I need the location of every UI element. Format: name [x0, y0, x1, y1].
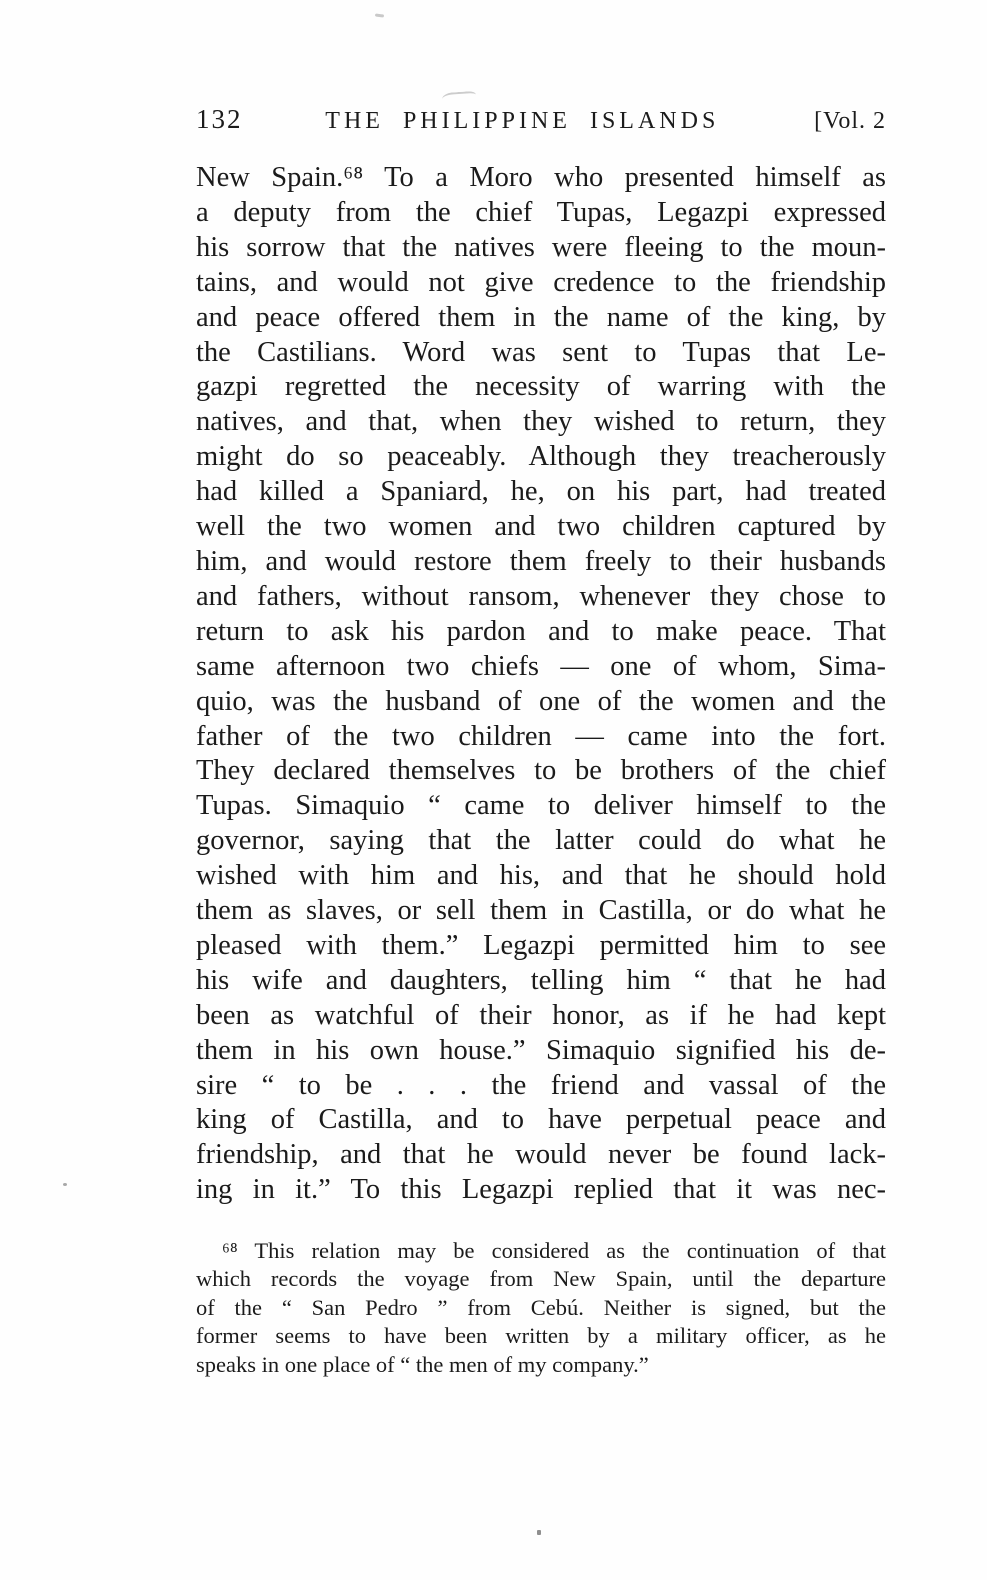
text-line: governor, saying that the latter could do what he — [196, 825, 886, 857]
text-line: ing in it.” To this Legazpi replied that it was nec- — [196, 1174, 886, 1206]
text-line: tains, and would not give credence to the friendship — [196, 266, 886, 298]
text-line: same afternoon two chiefs — one of whom, Sima- — [196, 650, 886, 682]
footnote-line: ⁶⁸ This relation may be considered as the continuation of that — [222, 1238, 886, 1263]
text-line: him, and would restore them freely to their husbands — [196, 545, 886, 577]
text-line: his sorrow that the natives were fleeing to the moun- — [196, 231, 886, 263]
footnote-line: which records the voyage from New Spain, until the departure — [196, 1266, 886, 1292]
text-line: pleased with them.” Legazpi permitted him to see — [196, 929, 886, 961]
text-line: and peace offered them in the name of the king, by — [196, 301, 886, 333]
scan-artifact-speck — [375, 13, 384, 17]
footnote-line: of the “ San Pedro ” from Cebú. Neither is signed, but the — [196, 1294, 886, 1320]
text-line: had killed a Spaniard, he, on his part, had treated — [196, 476, 886, 508]
scan-artifact-squiggle — [442, 91, 477, 102]
footnote-line: speaks in one place of “ the men of my company.” — [196, 1351, 649, 1377]
text-line: might do so peaceably. Although they treacherously — [196, 441, 886, 473]
text-line: father of the two children — came into the fort. — [196, 720, 886, 752]
text-line: them in his own house.” Simaquio signified his de- — [196, 1034, 886, 1066]
text-line: sire “ to be . . . the friend and vassal of the — [196, 1069, 886, 1101]
text-line: New Spain.⁶⁸ To a Moro who presented himself as — [196, 162, 886, 193]
scan-artifact-speck — [63, 1183, 67, 1186]
text-line: and fathers, without ransom, whenever they chose to — [196, 580, 886, 612]
text-line: them as slaves, or sell them in Castilla, or do what he — [196, 895, 886, 927]
footnote-line: former seems to have been written by a military officer, as he — [196, 1323, 886, 1349]
running-title: THE PHILIPPINE ISLANDS — [325, 108, 720, 134]
text-line: gazpi regretted the necessity of warring with the — [196, 371, 886, 403]
text-line: his wife and daughters, telling him “ that he had — [196, 964, 886, 996]
scan-artifact-speck — [537, 1530, 541, 1535]
text-line: Tupas. Simaquio “ came to deliver himself to the — [196, 790, 886, 822]
page-number: 132 — [196, 104, 243, 134]
text-line: been as watchful of their honor, as if he had kept — [196, 999, 886, 1031]
text-line: natives, and that, when they wished to return, they — [196, 406, 886, 438]
body-text — [196, 161, 886, 1208]
text-line: king of Castilla, and to have perpetual peace and — [196, 1104, 886, 1136]
text-line: wished with him and his, and that he should hold — [196, 860, 886, 892]
volume-label: [Vol. 2 — [814, 108, 886, 134]
text-line: They declared themselves to be brothers of the chief — [196, 755, 886, 787]
running-head — [196, 104, 886, 135]
text-line: a deputy from the chief Tupas, Legazpi expressed — [196, 196, 886, 228]
text-line: friendship, and that he would never be found lack- — [196, 1139, 886, 1171]
text-line: the Castilians. Word was sent to Tupas that Le- — [196, 336, 886, 368]
footnote — [196, 1237, 886, 1379]
text-line: quio, was the husband of one of the women and the — [196, 685, 886, 717]
text-line: return to ask his pardon and to make peace. That — [196, 615, 886, 647]
text-line: well the two women and two children captured by — [196, 511, 886, 543]
